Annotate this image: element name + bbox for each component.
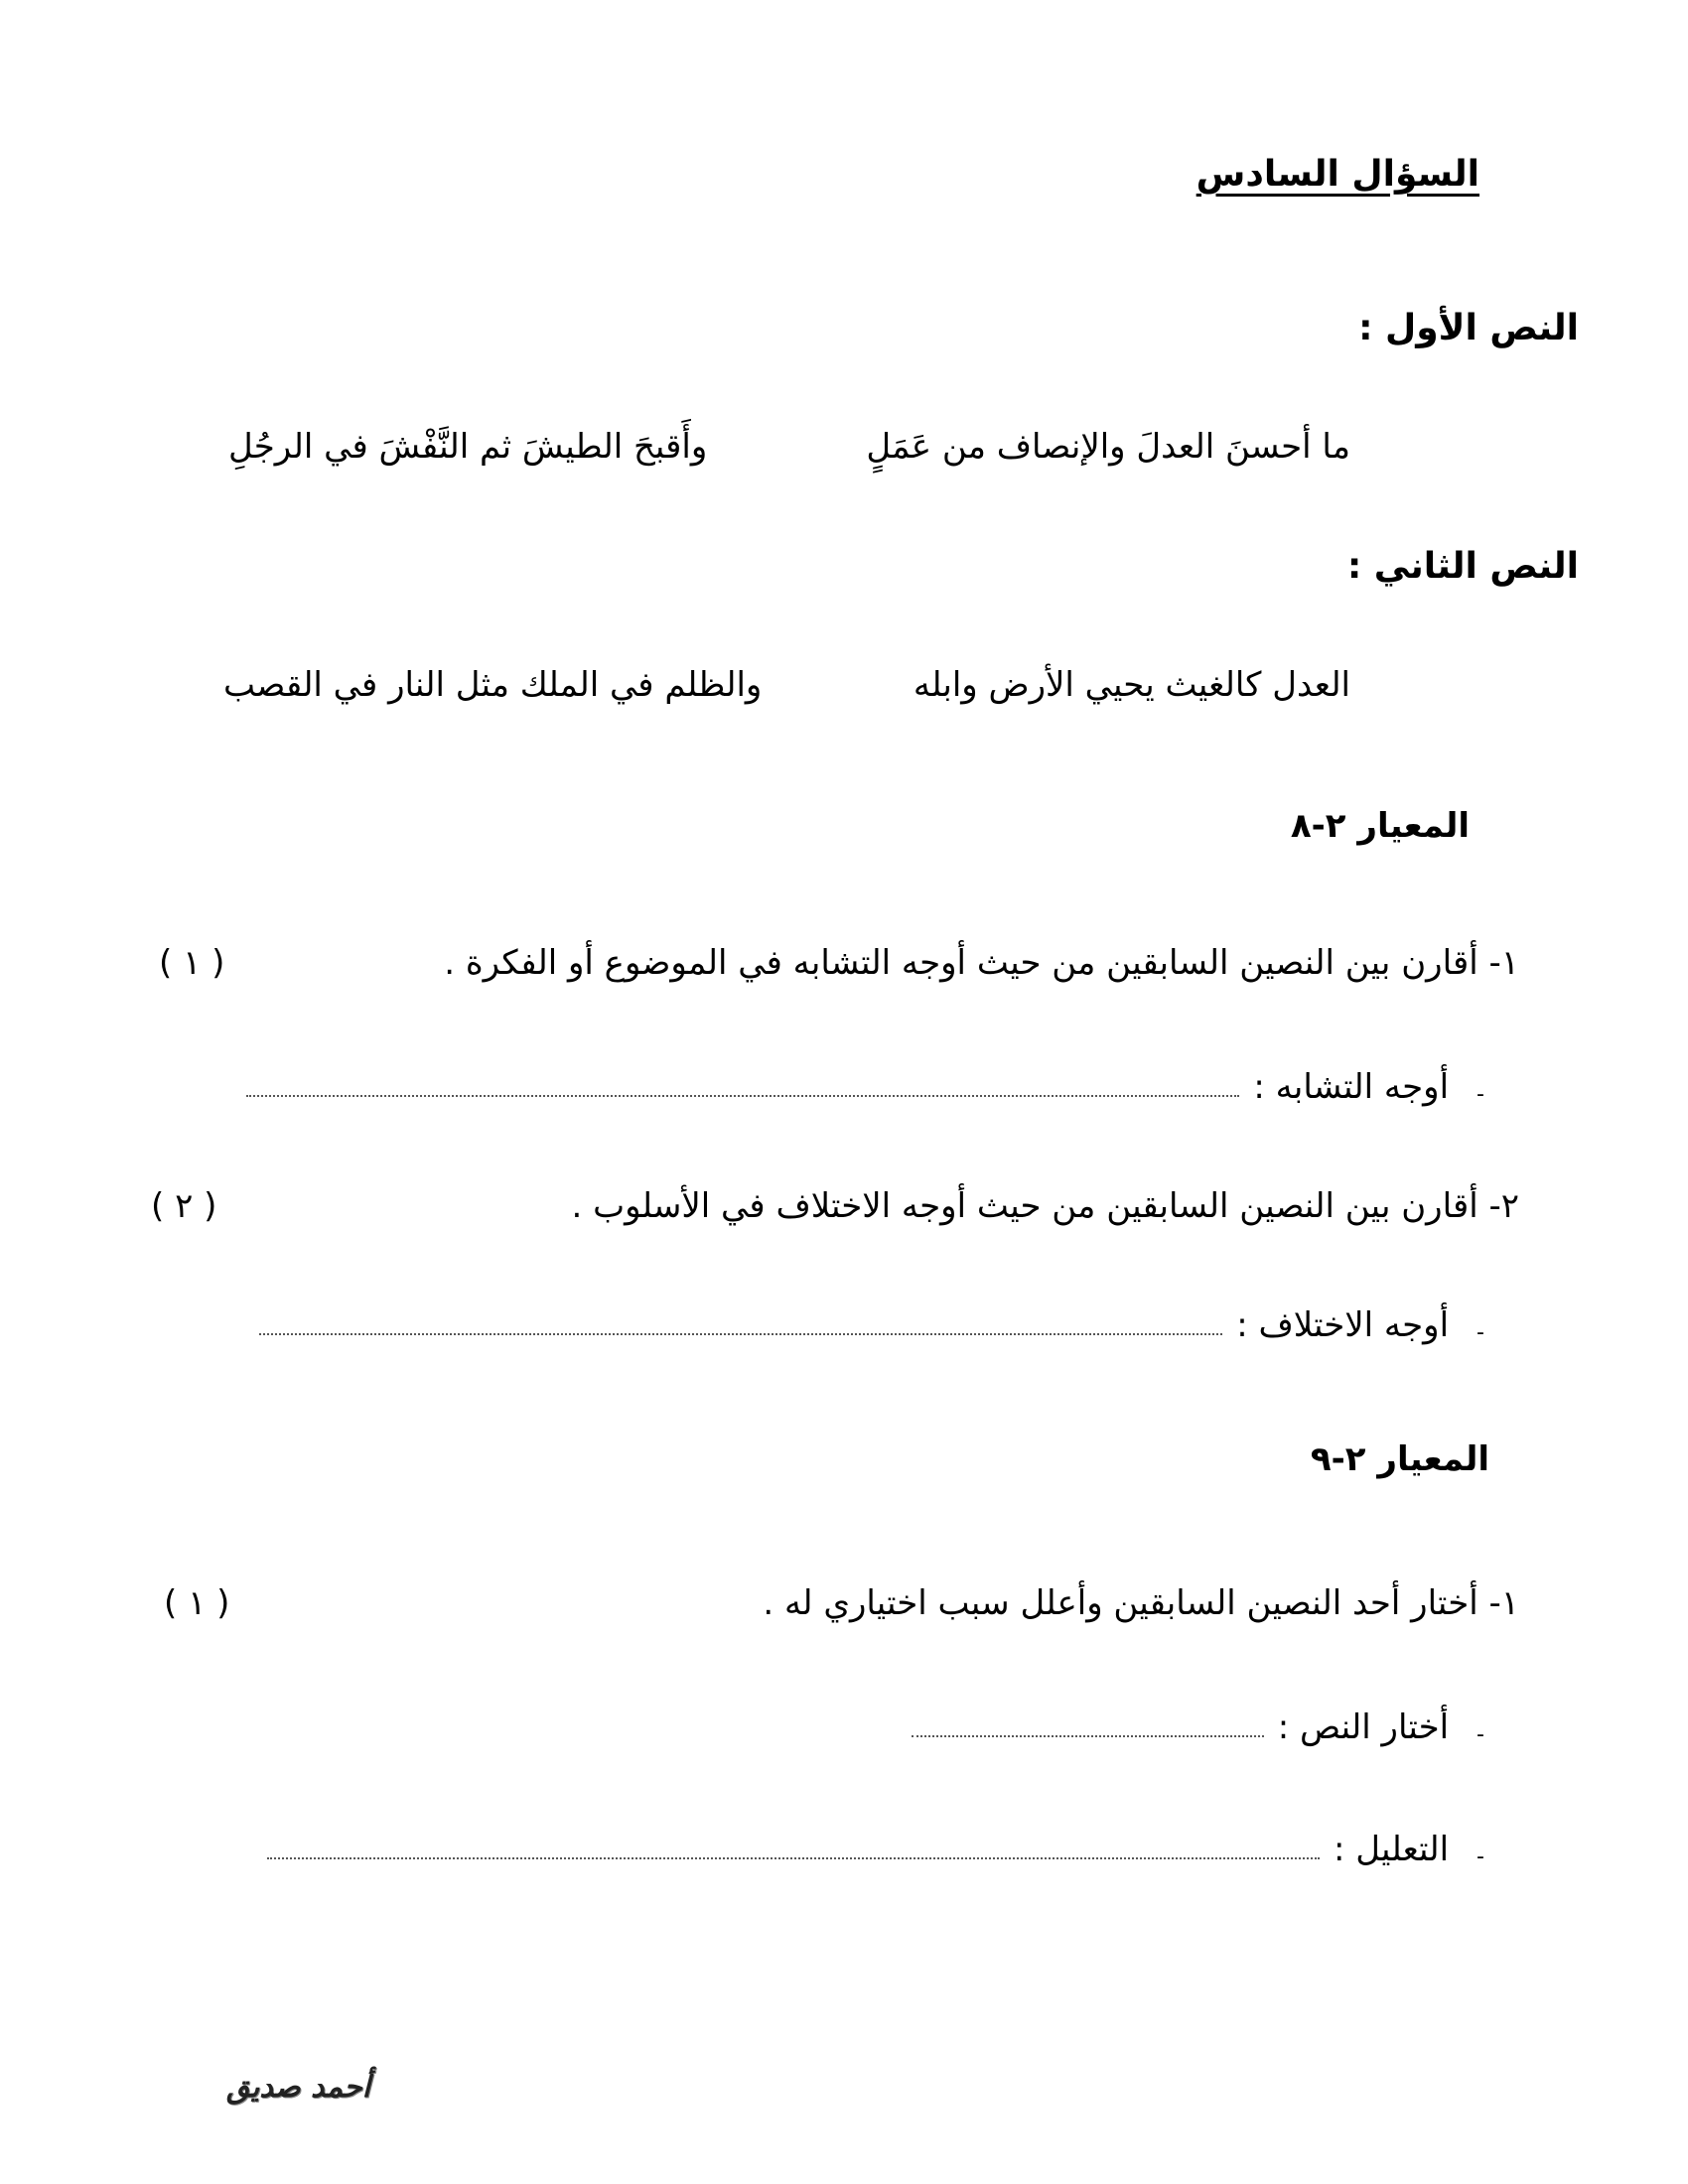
answer-line[interactable] (259, 1332, 1222, 1335)
question-1-marks: ( ١ ) (159, 943, 225, 983)
answer-line[interactable] (246, 1094, 1239, 1097)
bullet: - (1477, 1082, 1484, 1107)
text2-heading: النص الثاني : (1346, 546, 1579, 587)
text2-hemistich-1: العدل كالغيث يحيي الأرض وابله (913, 665, 1350, 705)
answer-line[interactable] (267, 1856, 1320, 1859)
answer-label: أوجه الاختلاف : (1236, 1305, 1450, 1345)
question-3: ١- أختار أحد النصين السابقين وأعلل سبب اختياري له . (763, 1583, 1519, 1623)
bullet: - (1477, 1844, 1484, 1869)
question-3-marks: ( ١ ) (164, 1583, 230, 1623)
question-2-marks: ( ٢ ) (151, 1186, 217, 1226)
answer-line[interactable] (912, 1734, 1264, 1737)
question-title: السؤال السادس (1196, 154, 1479, 195)
bullet: - (1477, 1320, 1484, 1345)
answer-label: أختار النص : (1277, 1707, 1450, 1747)
answer-label: التعليل : (1334, 1830, 1450, 1869)
standard-label: المعيار ٢-٨ (1290, 806, 1470, 846)
text2-hemistich-2: والظلم في الملك مثل النار في القصب (223, 665, 763, 705)
answer-differences (259, 1305, 1484, 1345)
question-2: ٢- أقارن بين النصين السابقين من حيث أوجه الاختلاف في الأسلوب . (571, 1186, 1519, 1226)
answer-chosen-text (912, 1707, 1484, 1747)
standard-label: المعيار ٢-٩ (1310, 1439, 1489, 1479)
text1-hemistich-2: وأَقبحَ الطيشَ ثم النَّفْشَ في الرجُلِ (228, 427, 708, 467)
author-signature: أحمد صديق (226, 2070, 371, 2105)
answer-justification (267, 1830, 1484, 1869)
answer-label: أوجه التشابه : (1253, 1067, 1450, 1107)
bullet: - (1477, 1722, 1484, 1747)
question-1: ١- أقارن بين النصين السابقين من حيث أوجه التشابه في الموضوع أو الفكرة . (444, 943, 1519, 983)
answer-similarities (246, 1067, 1484, 1107)
text1-hemistich-1: ما أحسنَ العدلَ والإنصاف من عَمَلٍ (866, 427, 1350, 467)
text1-heading: النص الأول : (1358, 308, 1579, 348)
